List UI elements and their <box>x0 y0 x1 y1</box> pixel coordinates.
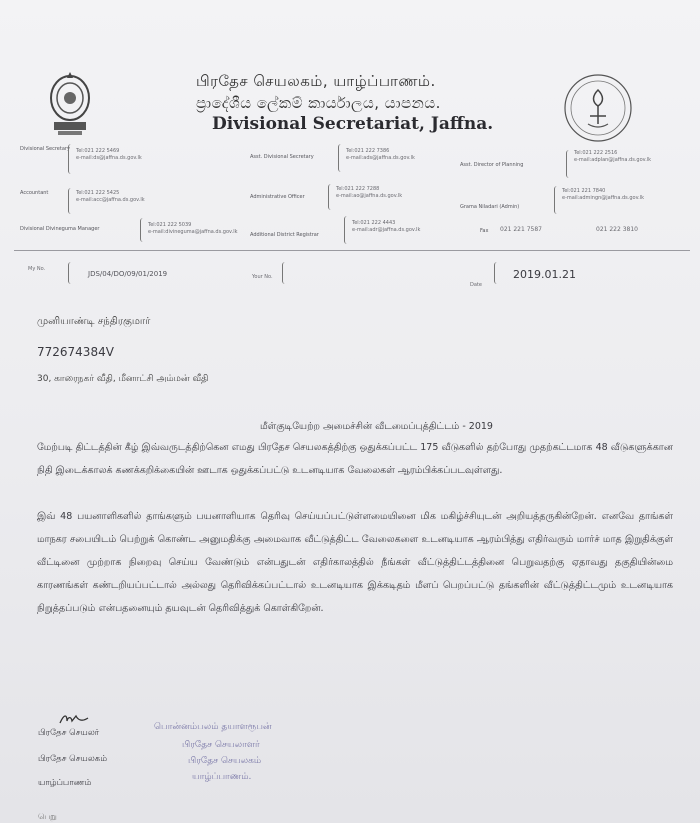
fax-number-1: 021 221 7587 <box>500 226 542 233</box>
brace <box>344 216 350 244</box>
contact-divineguma: Divisional Divineguma Manager <box>20 226 100 232</box>
brace <box>338 144 344 172</box>
contact-adr: Additional District Registrar <box>250 232 319 238</box>
letter-subject: மீள்குடியேற்ற அமைச்சின் வீடமைப்புத்திட்டம் - 2019 <box>260 421 493 432</box>
letterhead-english: Divisional Secretariat, Jaffna. <box>212 114 494 134</box>
contact-ads: Asst. Divisional Secretary <box>250 154 314 160</box>
contact-planning-details: Tel:021 222 2516 e-mail:adplan@jaffna.ds.gov.lk <box>574 150 652 163</box>
brace <box>554 186 560 214</box>
government-emblem <box>48 68 92 140</box>
contact-divisional-secretary: Divisional Secretary <box>20 146 70 152</box>
contact-ds-details: Tel:021 222 5469 e-mail:ds@jaffna.ds.gov.lk <box>76 148 142 161</box>
my-no-value: JDS/04/DO/09/01/2019 <box>88 270 168 278</box>
brace <box>328 184 334 210</box>
stamp-title: பிரதேச செயலாளர் <box>182 740 260 750</box>
contact-adr-details: Tel:021 222 4443 e-mail:adr@jaffna.ds.gov.lk <box>352 220 421 233</box>
contact-acc-details: Tel:021 222 5425 e-mail:acc@jaffna.ds.gov.lk <box>76 190 145 203</box>
addressee-address: 30, காரைநகர் வீதி, மீனாட்சி அம்மன் வீதி <box>37 374 209 384</box>
brace <box>494 262 500 284</box>
paragraph-1: மேற்படி திட்டத்தின் கீழ் இவ்வருடத்திற்கென எமது பிரதேச செயலகத்திற்கு ஒதுக்கப்பட்ட 175 வீடுகளில் தற்போது முதற்கட்டமாக 48 வீடுகளுக்கான நிதி இடைக்காலக் கணக்கறிக்கையின் ஊடாக ஒதுக்கப்பட்டு உடனடியாக வேலைகள் ஆரம்பிக்கப்படவுள்ளது. <box>37 442 673 476</box>
letterhead-tamil: பிரதேச செயலகம், யாழ்ப்பாணம். <box>196 72 436 90</box>
your-no-label: Your No. <box>252 274 273 280</box>
signature-initials <box>58 712 90 726</box>
paragraph-2: இவ் 48 பயனாளிகளில் தாங்களும் பயனாளியாக தெரிவு செய்யப்பட்டுள்ளமையினை மிக மகிழ்ச்சியுடன் அறியத்தருகின்றேன். எனவே தாங்கள் மாநகர சபையிடம் பெற்றுக் கொண்ட அனுமதிக்கு அமைவாக வீட்டுத்திட்ட வேலைகளை உடனடியாக ஆரம்பித்து எதிர்வரும் மார்ச் மாத இறுதிக்குள் வீட்டினை முற்றாக நிறைவு செய்ய வேண்டும் என்பதுடன் எதிர்காலத்தில் நீங்கள் வீட்டுத்திட்டத்தினை பெறுவதற்கு ஏதாவது தகுதியின்மை காரணங்கள் கண்டறியப்பட்டால் அல்லது தெரிவிக்கப்பட்டால் உடனடியாக இக்கடிதம் மீளப் பெறப்பட்டு தங்களின் வீட்டுத்திட்டமும் உடனடியாக நிறுத்தப்படும் என்பதனையும் தயவுடன் தெரிவித்துக் கொள்கிறேன். <box>37 511 673 614</box>
contact-divineguma-details: Tel:021 222 5039 e-mail:divineguma@jaffna.ds.gov.lk <box>148 222 238 235</box>
date-label: Date <box>470 282 482 288</box>
stamp-place: யாழ்ப்பாணம். <box>192 772 252 782</box>
contact-ads-details: Tel:021 222 7386 e-mail:ads@jaffna.ds.gov.lk <box>346 148 415 161</box>
contact-ao-details: Tel:021 222 7288 e-mail:ao@jaffna.ds.gov.lk <box>336 186 403 199</box>
signatory-place: யாழ்ப்பாணம் <box>38 778 92 788</box>
divider <box>14 250 690 251</box>
contact-gn-admin: Grama Niladari (Admin) <box>460 204 520 210</box>
brace <box>282 262 288 284</box>
addressee-nic: 772674384V <box>37 345 114 359</box>
signatory-title: பிரதேச செயலர் <box>38 728 100 738</box>
brace <box>68 188 74 214</box>
signatory-office: பிரதேச செயலகம் <box>38 754 108 764</box>
contact-fax: Fax <box>480 228 489 234</box>
stamp-name: பொன்னம்பலம் தயாளரூபன் <box>154 722 272 732</box>
office-seal <box>562 72 634 144</box>
brace <box>68 144 74 174</box>
contact-gn-details: Tel:021 221 7840 e-mail:admingn@jaffna.ds.gov.lk <box>562 188 645 201</box>
contact-planning: Asst. Director of Planning <box>460 162 524 168</box>
addressee-name: முனியாண்டி சந்திரகுமார் <box>37 316 151 327</box>
stamp-office: பிரதேச செயலகம் <box>188 756 262 766</box>
brace <box>566 150 572 178</box>
brace <box>140 218 146 242</box>
brace <box>68 262 74 284</box>
cut-off-text: பெறு <box>38 812 57 821</box>
contact-accountant: Accountant <box>20 190 49 196</box>
my-no-label: My No. <box>28 266 46 272</box>
date-value: 2019.01.21 <box>513 268 576 281</box>
letterhead-sinhala: ප්‍රාදේශීය ලේකම් කාර්යාලය, යාපනය. <box>196 94 441 112</box>
contact-ao: Administrative Officer <box>250 194 305 200</box>
fax-number-2: 021 222 3810 <box>596 226 638 233</box>
